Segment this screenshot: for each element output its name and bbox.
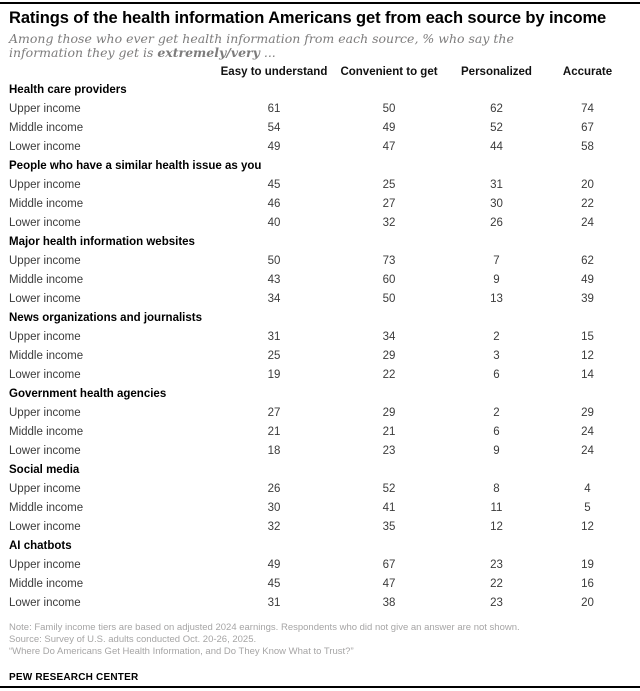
value-cell: 21 bbox=[382, 425, 396, 438]
column-header: Convenient to get bbox=[340, 65, 438, 78]
value-cell: 30 bbox=[490, 197, 503, 210]
table-row bbox=[9, 423, 631, 442]
value-cell: 16 bbox=[581, 577, 594, 590]
row-label: Middle income bbox=[9, 577, 84, 590]
value-cell: 49 bbox=[267, 558, 281, 571]
group-header-row bbox=[9, 81, 631, 100]
value-cell: 61 bbox=[267, 102, 281, 115]
value-cell: 31 bbox=[490, 178, 503, 191]
value-cell: 30 bbox=[267, 501, 281, 514]
value-cell: 7 bbox=[493, 254, 500, 267]
value-cell: 54 bbox=[267, 121, 281, 134]
value-cell: 19 bbox=[581, 558, 594, 571]
row-label: Lower income bbox=[9, 520, 81, 533]
value-cell: 9 bbox=[493, 444, 500, 457]
value-cell: 25 bbox=[382, 178, 396, 191]
table-row bbox=[9, 119, 631, 138]
table-row bbox=[9, 138, 631, 157]
table-row bbox=[9, 404, 631, 423]
table-row bbox=[9, 442, 631, 461]
value-cell: 23 bbox=[490, 558, 503, 571]
value-cell: 21 bbox=[267, 425, 281, 438]
group-name: Social media bbox=[9, 463, 80, 476]
row-label: Upper income bbox=[9, 178, 81, 191]
table-row bbox=[9, 290, 631, 309]
value-cell: 4 bbox=[584, 482, 591, 495]
column-header-row bbox=[9, 66, 631, 81]
subtitle-regular: Among those who ever get health information from each source, % who say the information they get is bbox=[9, 30, 514, 61]
value-cell: 22 bbox=[382, 368, 396, 381]
page-title: Ratings of the health information Americans get from each source by income bbox=[9, 9, 607, 27]
row-label: Upper income bbox=[9, 558, 81, 571]
value-cell: 24 bbox=[581, 425, 594, 438]
report-title-line: “Where Do Americans Get Health Information, and Do They Know What to Trust?” bbox=[9, 646, 354, 658]
table-row bbox=[9, 328, 631, 347]
row-label: Upper income bbox=[9, 102, 81, 115]
group-header-row bbox=[9, 385, 631, 404]
value-cell: 29 bbox=[382, 406, 396, 419]
table-row bbox=[9, 252, 631, 271]
row-label: Middle income bbox=[9, 349, 84, 362]
value-cell: 44 bbox=[490, 140, 503, 153]
value-cell: 3 bbox=[493, 349, 500, 362]
group-name: AI chatbots bbox=[9, 539, 72, 552]
value-cell: 25 bbox=[267, 349, 281, 362]
column-header: Accurate bbox=[562, 65, 613, 78]
table-row bbox=[9, 347, 631, 366]
value-cell: 41 bbox=[382, 501, 396, 514]
row-label: Lower income bbox=[9, 444, 81, 457]
value-cell: 22 bbox=[490, 577, 503, 590]
top-divider bbox=[0, 2, 640, 4]
value-cell: 39 bbox=[581, 292, 594, 305]
subtitle-emphasis: extremely/very bbox=[157, 45, 260, 61]
value-cell: 8 bbox=[493, 482, 500, 495]
table-row bbox=[9, 195, 631, 214]
table-row bbox=[9, 366, 631, 385]
value-cell: 38 bbox=[382, 596, 396, 609]
table-row bbox=[9, 499, 631, 518]
group-header-row bbox=[9, 461, 631, 480]
group-header-row bbox=[9, 537, 631, 556]
footnotes bbox=[9, 622, 631, 659]
value-cell: 6 bbox=[493, 425, 500, 438]
value-cell: 31 bbox=[267, 330, 281, 343]
value-cell: 23 bbox=[490, 596, 503, 609]
value-cell: 6 bbox=[493, 368, 500, 381]
value-cell: 50 bbox=[267, 254, 281, 267]
value-cell: 45 bbox=[267, 178, 281, 191]
row-label: Upper income bbox=[9, 254, 81, 267]
table-row bbox=[9, 214, 631, 233]
table-row bbox=[9, 100, 631, 119]
row-label: Lower income bbox=[9, 596, 81, 609]
value-cell: 12 bbox=[581, 520, 594, 533]
value-cell: 49 bbox=[581, 273, 594, 286]
value-cell: 58 bbox=[581, 140, 594, 153]
row-label: Lower income bbox=[9, 140, 81, 153]
table-row bbox=[9, 518, 631, 537]
value-cell: 34 bbox=[267, 292, 281, 305]
value-cell: 5 bbox=[584, 501, 591, 514]
value-cell: 20 bbox=[581, 178, 594, 191]
table-row bbox=[9, 271, 631, 290]
bottom-divider bbox=[0, 686, 640, 688]
value-cell: 23 bbox=[382, 444, 396, 457]
value-cell: 2 bbox=[493, 330, 500, 343]
value-cell: 46 bbox=[267, 197, 281, 210]
value-cell: 18 bbox=[267, 444, 281, 457]
group-name: Major health information websites bbox=[9, 235, 195, 248]
value-cell: 2 bbox=[493, 406, 500, 419]
row-label: Lower income bbox=[9, 216, 81, 229]
value-cell: 35 bbox=[382, 520, 396, 533]
value-cell: 45 bbox=[267, 577, 281, 590]
ratings-table bbox=[9, 66, 631, 613]
subtitle bbox=[9, 32, 569, 61]
value-cell: 13 bbox=[490, 292, 503, 305]
value-cell: 62 bbox=[490, 102, 503, 115]
source-line: Source: Survey of U.S. adults conducted Oct. 20-26, 2025. bbox=[9, 633, 257, 645]
value-cell: 12 bbox=[490, 520, 503, 533]
value-cell: 52 bbox=[382, 482, 396, 495]
value-cell: 27 bbox=[382, 197, 396, 210]
value-cell: 50 bbox=[382, 292, 396, 305]
value-cell: 32 bbox=[267, 520, 281, 533]
value-cell: 67 bbox=[581, 121, 594, 134]
value-cell: 29 bbox=[581, 406, 594, 419]
value-cell: 60 bbox=[382, 273, 396, 286]
group-name: Government health agencies bbox=[9, 387, 167, 400]
value-cell: 26 bbox=[267, 482, 281, 495]
table-row bbox=[9, 575, 631, 594]
value-cell: 29 bbox=[382, 349, 396, 362]
row-label-column-header bbox=[9, 66, 219, 81]
row-label: Upper income bbox=[9, 330, 81, 343]
value-cell: 67 bbox=[382, 558, 396, 571]
value-cell: 15 bbox=[581, 330, 594, 343]
value-cell: 50 bbox=[382, 102, 396, 115]
value-cell: 40 bbox=[267, 216, 281, 229]
value-cell: 73 bbox=[382, 254, 396, 267]
value-cell: 49 bbox=[267, 140, 281, 153]
row-label: Middle income bbox=[9, 197, 84, 210]
row-label: Middle income bbox=[9, 121, 84, 134]
value-cell: 74 bbox=[581, 102, 594, 115]
value-cell: 11 bbox=[490, 501, 503, 514]
row-label: Lower income bbox=[9, 368, 81, 381]
value-cell: 34 bbox=[382, 330, 396, 343]
group-name: People who have a similar health issue as you bbox=[9, 159, 262, 172]
value-cell: 43 bbox=[267, 273, 281, 286]
row-label: Middle income bbox=[9, 501, 84, 514]
column-header: Easy to understand bbox=[220, 65, 328, 78]
value-cell: 47 bbox=[382, 577, 396, 590]
group-name: News organizations and journalists bbox=[9, 311, 202, 324]
value-cell: 22 bbox=[581, 197, 594, 210]
table-row bbox=[9, 480, 631, 499]
value-cell: 52 bbox=[490, 121, 503, 134]
value-cell: 20 bbox=[581, 596, 594, 609]
table-row bbox=[9, 176, 631, 195]
column-header: Personalized bbox=[461, 65, 532, 78]
subtitle-ellipsis: ... bbox=[259, 45, 276, 61]
value-cell: 31 bbox=[267, 596, 281, 609]
value-cell: 19 bbox=[267, 368, 281, 381]
value-cell: 49 bbox=[382, 121, 396, 134]
row-label: Upper income bbox=[9, 406, 81, 419]
row-label: Middle income bbox=[9, 425, 84, 438]
group-name: Health care providers bbox=[9, 83, 127, 96]
value-cell: 27 bbox=[267, 406, 281, 419]
table-row bbox=[9, 594, 631, 613]
value-cell: 24 bbox=[581, 444, 594, 457]
row-label: Middle income bbox=[9, 273, 84, 286]
group-header-row bbox=[9, 157, 631, 176]
value-cell: 14 bbox=[581, 368, 594, 381]
value-cell: 12 bbox=[581, 349, 594, 362]
value-cell: 47 bbox=[382, 140, 396, 153]
value-cell: 9 bbox=[493, 273, 500, 286]
value-cell: 62 bbox=[581, 254, 594, 267]
group-header-row bbox=[9, 233, 631, 252]
value-cell: 26 bbox=[490, 216, 503, 229]
row-label: Lower income bbox=[9, 292, 81, 305]
brand-pew-research-center: PEW RESEARCH CENTER bbox=[9, 671, 139, 683]
group-header-row bbox=[9, 309, 631, 328]
table-row bbox=[9, 556, 631, 575]
row-label: Upper income bbox=[9, 482, 81, 495]
value-cell: 32 bbox=[382, 216, 396, 229]
note-line: Note: Family income tiers are based on adjusted 2024 earnings. Respondents who did not give an answer are not shown. bbox=[9, 621, 520, 633]
value-cell: 24 bbox=[581, 216, 594, 229]
pew-table-figure bbox=[0, 9, 640, 683]
